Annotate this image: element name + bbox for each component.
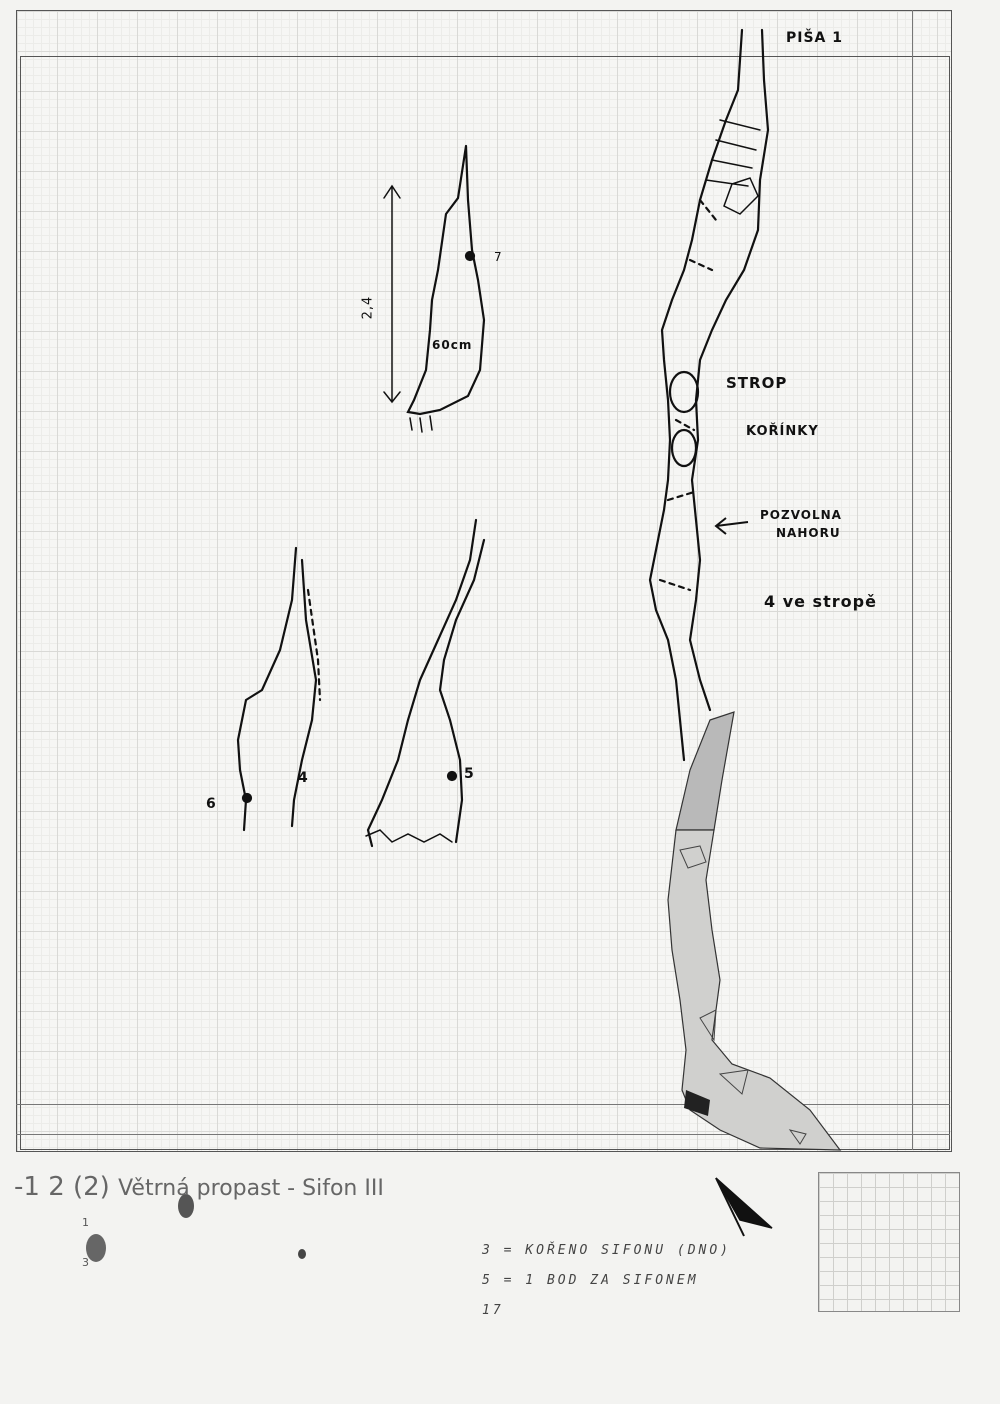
caption-prefix: -1 2 (2) [14, 1172, 110, 1202]
station-6: 6 [206, 796, 217, 812]
sump-section [668, 712, 840, 1150]
label-ve-strope: 4 ve stropě [764, 592, 877, 611]
ink-blot [86, 1234, 106, 1262]
label-strop: STROP [726, 374, 788, 392]
label-top-station: PIŠA 1 [786, 30, 844, 46]
main-passage [650, 30, 768, 760]
legend-note-3: 17 [482, 1303, 504, 1318]
overview-minigrid [818, 1172, 960, 1312]
pointer-arrow [716, 518, 748, 534]
label-dimension: 2,4 [360, 295, 376, 320]
legend-note-2: 5 = 1 BOD ZA SIFONEM [482, 1273, 699, 1288]
sheet-caption [14, 1172, 384, 1202]
ink-blot [298, 1249, 306, 1259]
label-korinky: KOŘÍNKY [746, 424, 819, 439]
label-width: 60cm [432, 338, 473, 352]
legend-note-1: 3 = KOŘENO SIFONU (DNO) [482, 1243, 732, 1258]
sketch-profile-middle [238, 520, 484, 846]
caption-title: Větrná propast - Sifon III [118, 1176, 384, 1201]
label-nahoru: NAHORU [776, 526, 841, 540]
side-number-3: 3 [82, 1256, 89, 1269]
station-7: 7 [494, 250, 503, 264]
station-4: 4 [298, 770, 309, 786]
legend-notes [482, 1236, 731, 1326]
sketch-profile-top [384, 146, 484, 432]
station-5: 5 [464, 766, 475, 782]
label-pozvolna: POZVOLNA [760, 508, 842, 522]
north-arrow [716, 1178, 772, 1236]
side-number-1: 1 [82, 1216, 89, 1229]
